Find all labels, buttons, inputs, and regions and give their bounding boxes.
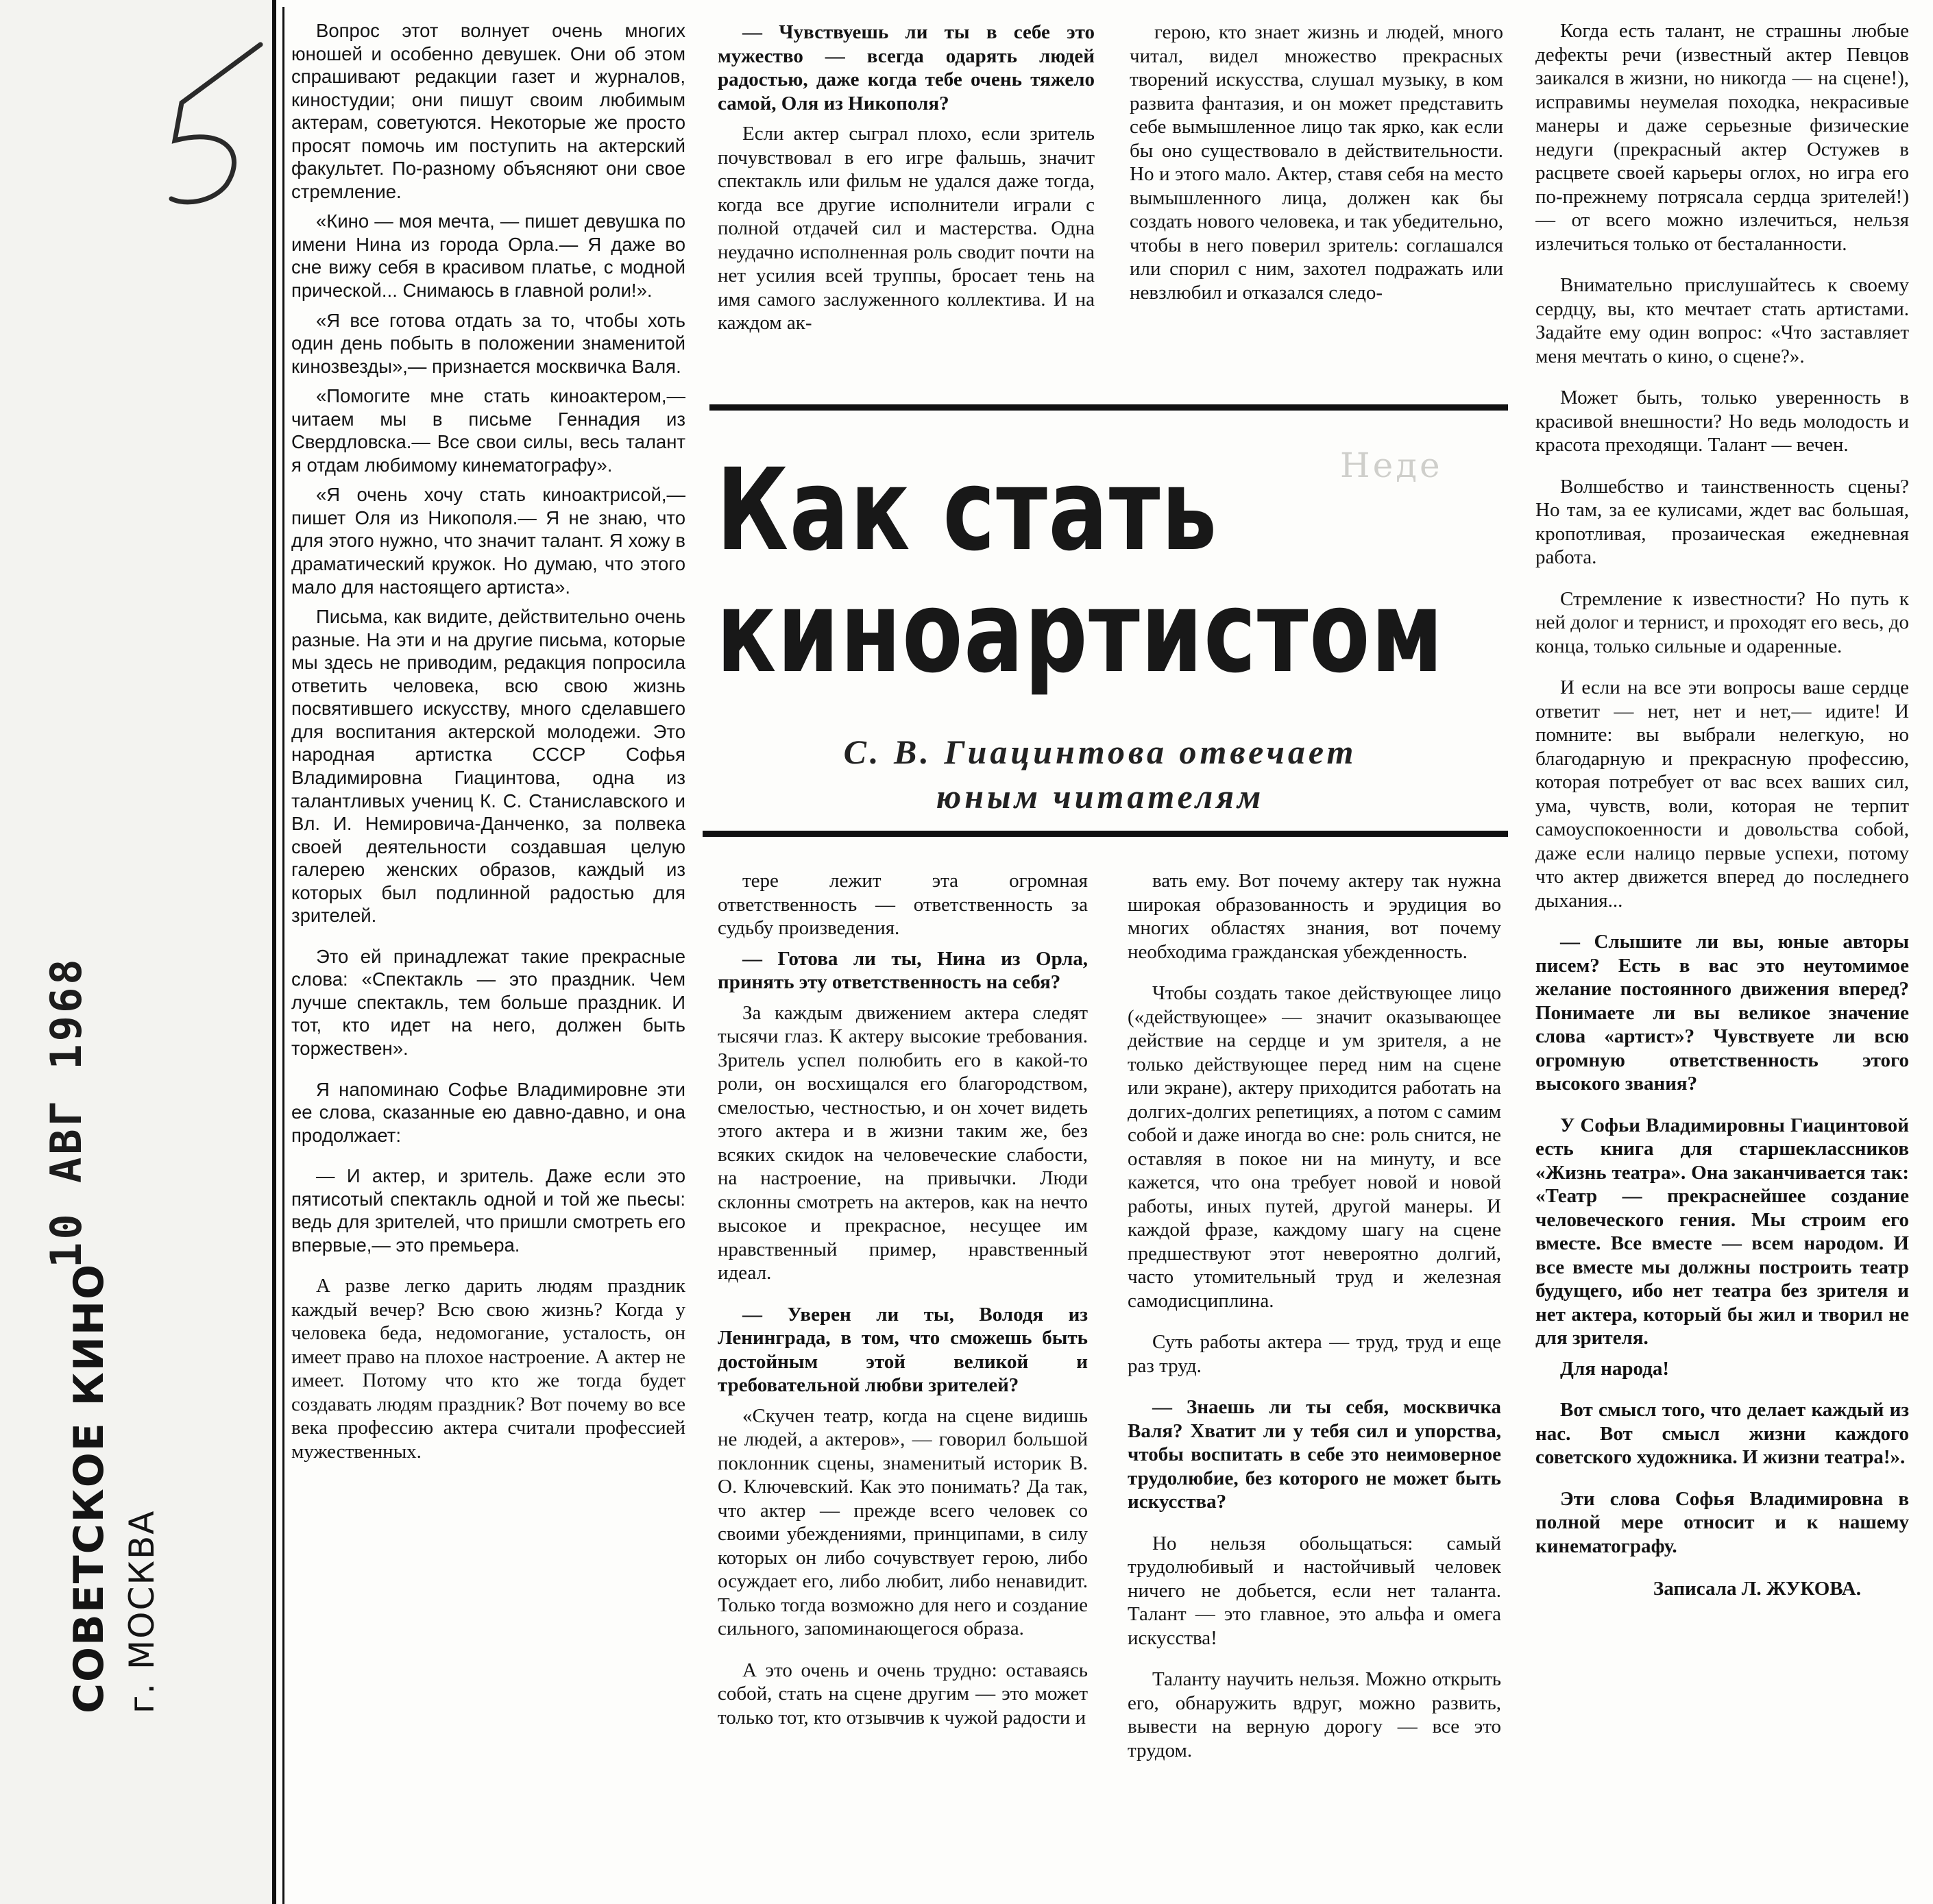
article-paragraph: «Скучен театр, когда на сцене видишь не людей, а актеров», — говорил большой поклонник сцены, знаменитый историк В. О. Ключевский. Как это понимать? Да так, что актер — прежде всего человек со своими убеждениями, принципами, в силу которых он либо сочувствует герою, либо осуждает его, либо любит, либо ненавидит. Только тогда возможно для него и создание сильного, запоминающегося образа. <box>718 1404 1088 1639</box>
article-column-3-top <box>1130 21 1503 394</box>
headline-line-2: киноартистом <box>716 566 1444 698</box>
article-paragraph: «Я очень хочу стать киноактрисой,— пишет Оля из Никополя.— Я не знаю, что для этого нужно, что значит талант. Я хожу в драматический кружок. Но думаю, что этого мало для настоящего артиста». <box>291 484 685 598</box>
article-paragraph: Письма, как видите, действительно очень разные. На эти и на другие письма, которые мы здесь не приводим, редакция попросила ответить человека, всю свою жизнь посвятившего искусству, много сделавшего для воспитания актерской молодежи. Это народная артистка СССР Софья Владимировна Гиацинтова, одна из талантливых учениц К. С. Станиславского и Вл. И. Немировича-Данченко, за полвека своей деятельности создавшая целую галерею женских образов, каждый из которых был подлинной радостью для зрителей. <box>291 606 685 927</box>
article-paragraph: Таланту научить нельзя. Можно открыть его, обнаружить вдруг, можно развить, вывести на верную дорогу — все это трудом. <box>1128 1668 1501 1761</box>
article-column-2-bottom <box>718 869 1088 1890</box>
subheadline-line-1: С. В. Гиацинтова отвечает <box>843 733 1357 771</box>
article-paragraph: Чтобы создать такое действующее лицо («действующее» — значит оказывающее действие на сердце и ум зрителя, а не только действующее перед ним на сцене или экране), актеру приходится работать на долгих-долгих репетициях, а потом с самим собой и даже иногда во сне: роль снится, не оставляя в покое ни на минуту, и все кажется, что она требует новой и новой работы, иных путей, другой манеры. И каждой фразе, каждому шагу на сцене предшествуют этот невероятно долгий, часто утомительный труд и железная самодисциплина. <box>1128 982 1501 1312</box>
article-subheadline <box>713 730 1487 819</box>
article-paragraph: Суть работы актера — труд, труд и еще раз труд. <box>1128 1331 1501 1377</box>
article-paragraph: Вот смысл того, что делает каждый из нас. Вот смысл жизни каждого советского художника. И жизни театра!». <box>1535 1399 1909 1468</box>
article-paragraph: герою, кто знает жизнь и людей, много читал, видел множество прекрасных творений искусства, слушал музыку, в ком развита фантазия, и он может представить себе вымышленное лицо так ярко, как если бы оно существовало в действительности. Но и этого мало. Актер, ставя себя на место вымышленного лица, должен как бы создать нового человека, и так убедительно, чтобы в него поверил зритель: соглашался или спорил с ним, захотел подражать или невзлюбил и отказался следо- <box>1130 21 1503 304</box>
article-paragraph: — Слышите ли вы, юные авторы писем? Есть в вас это неутомимое желание постоянного движения вперед? Понимаете ли вы великое значение слова «артист»? Чувствуете ли всю огромную ответственность этого высокого звания? <box>1535 931 1909 1095</box>
article-paragraph: вать ему. Вот почему актеру так нужна широкая образованность и эрудиция во многих областях знания, вот почему необходима гражданская убежденность. <box>1128 870 1501 963</box>
bleed-through-text: Неде <box>1340 446 1443 485</box>
article-signature: Записала Л. ЖУКОВА. <box>1653 1578 1861 1600</box>
subheadline-line-2: юным читателям <box>936 777 1265 816</box>
article-paragraph: И если на все эти вопросы ваше сердце ответит — нет, нет и нет,— идите! И помните: вы выбрали нелегкую, но благодарную и прекрасную профессию, которая потребует от вас всех ваших сил, ума, чувств, воли, которая не терпит самоуспокоенности и довольства собой, даже если налицо первые успехи, потому что актер движется вперед до последнего дыхания... <box>1535 676 1909 912</box>
headline-top-rule <box>709 404 1508 411</box>
newspaper-name: СОВЕТСКОЕ КИНО <box>65 1262 113 1713</box>
headline-line-1: Как стать <box>716 444 1218 576</box>
article-paragraph: «Кино — моя мечта, — пишет девушка по имени Нина из города Орла.— Я даже во сне вижу себя в красивом платье, с модной прической... Снимаюсь в главной роли!». <box>291 210 685 302</box>
article-paragraph: Если актер сыграл плохо, если зритель почувствовал в его игре фальшь, значит спектакль или фильм не удался даже тогда, когда все другие исполнители играли с полной отдачей сил и мастерства. Одна неудачно исполненная роль сводит почти на нет усилия всей труппы, бросает тень на имя самого заслуженного коллектива. И на каждом ак- <box>718 123 1095 334</box>
article-paragraph: — И актер, и зритель. Даже если это пятисотый спектакль одной и той же пьесы: ведь для зрителей, что пришли смотреть его впервые,— это премьера. <box>291 1165 685 1256</box>
article-paragraph: Может быть, только уверенность в красивой внешности? Но ведь молодость и красота преходящи. Талант — вечен. <box>1535 387 1909 456</box>
article-paragraph: — Готова ли ты, Нина из Орла, принять эту ответственность на себя? <box>718 947 1088 993</box>
article-paragraph: Стремление к известности? Но путь к ней долог и тернист, и проходят его весь, до конца, только сильные и одаренные. <box>1535 587 1909 657</box>
article-paragraph: За каждым движением актера следят тысячи глаз. К актеру высокие требования. Зритель успел полюбить его в какой-то роли, он восхищался его благородством, смелостью, честностью, и он хочет видеть этого актера и в жизни таким же, без всяких скидок на человеческие слабости, на настроение, на привычки. Люди склонны смотреть на актеров, как на нечто высокое и прекрасное, несущее им нравственный пример, нравственный идеал. <box>718 1001 1088 1284</box>
article-paragraph: тере лежит эта огромная ответственность — ответственность за судьбу произведения. <box>718 870 1088 939</box>
article-paragraph: Вопрос этот волнует очень многих юношей и особенно девушек. Они об этом спрашивают редакции газет и журналов, киностудии; они пишут своим любимым актерам, советуются. Некоторые же просто просят помочь им поступить на актерский факультет. По-разному объясняют они свое стремление. <box>291 20 685 202</box>
article-paragraph: Волшебство и таинственность сцены? Но там, за ее кулисами, ждет вас большая, кропотливая, прозаическая ежедневная работа. <box>1535 475 1909 568</box>
article-paragraph: А это очень и очень трудно: оставаясь собой, стать на сцене другим — это может только тот, кто отзывчив к чужой радости и <box>718 1659 1088 1729</box>
newspaper-city: г. МОСКВА <box>122 1509 162 1713</box>
newspaper-stamp <box>65 1262 162 1713</box>
article-paragraph: А разве легко дарить людям праздник каждый вечер? Всю свою жизнь? Когда у человека беда, недомогание, усталость, он имеет право на плохое настроение. А актер не имеет. Потому что кто же тогда будет создавать людям праздник? Вот почему во все века профессию актера считали профессией мужественных. <box>291 1275 685 1463</box>
article-paragraph: — Знаешь ли ты себя, москвичка Валя? Хватит ли у тебя сил и упорства, чтобы воспитать в себе это неимоверное трудолюбие, без которого не может быть искусства? <box>1128 1396 1501 1513</box>
article-column-3-bottom <box>1128 869 1501 1890</box>
left-border-inner <box>282 7 284 1904</box>
article-paragraph: Эти слова Софья Владимировна в полной мере относит и к нашему кинематографу. <box>1535 1487 1909 1557</box>
archive-margin <box>0 0 271 1904</box>
article-paragraph: — Чувствуешь ли ты в себе это мужество — всегда одарять людей радостью, даже когда тебе очень тяжело самой, Оля из Никополя? <box>718 21 1095 114</box>
headline-bottom-rule <box>703 831 1508 837</box>
article-column-4 <box>1535 19 1909 1890</box>
left-border <box>272 0 276 1904</box>
article-paragraph: Когда есть талант, не страшны любые дефекты речи (известный актер Певцов заикался в жизни, но никогда — на сцене!), исправимы неумелая походка, некрасивые манеры и даже серьезные физические недуги (прекрасный актер Остужев в расцвете своей карьеры оглох, но игра его по-прежнему потрясала сердца зрителей!) — от всего можно излечиться, нельзя излечиться только от бесталанности. <box>1535 20 1909 255</box>
article-paragraph: Я напоминаю Софье Владимировне эти ее слова, сказанные ею давно-давно, и она продолжает: <box>291 1078 685 1146</box>
article-paragraph: «Помогите мне стать киноактером,— читаем мы в письме Геннадия из Свердловска.— Все свои силы, весь талант я отдам любимому кинематографу». <box>291 385 685 476</box>
article-column-1 <box>291 19 685 1890</box>
date-stamp: 10 АВГ 1968 <box>41 956 91 1268</box>
article-paragraph: — Уверен ли ты, Володя из Ленинграда, в том, что сможешь быть достойным этой великой и требовательной любви зрителей? <box>718 1303 1088 1396</box>
article-paragraph: Внимательно прислушайтесь к своему сердцу, вы, кто мечтает стать артистами. Задайте ему один вопрос: «Что заставляет меня мечтать о кино, о сцене?». <box>1535 274 1909 367</box>
article-column-2-top <box>718 21 1095 394</box>
article-paragraph: Но нельзя обольщаться: самый трудолюбивый и настойчивый человек ничего не добьется, если нет таланта. Талант — это главное, это альфа и омега искусства! <box>1128 1532 1501 1649</box>
article-paragraph: У Софьи Владимировны Гиацинтовой есть книга для старшеклассников «Жизнь театра». Она заканчивается так: «Театр — прекраснейшее создание человеческого гения. Мы строим его вместе. Все вместе — всем народом. И все вместе мы должны построить театр будущего, ибо нет театра без зрителя и нет актера, который бы жил и творил не для зрителя. <box>1535 1114 1909 1349</box>
article-paragraph: Для народа! <box>1560 1357 1669 1380</box>
article-paragraph: «Я все готова отдать за то, чтобы хоть один день побыть в положении знаменитой кинозвезды»,— признается москвичка Валя. <box>291 309 685 377</box>
article-paragraph: Это ей принадлежат такие прекрасные слова: «Спектакль — это праздник. Чем лучше спектакль, тем больше праздник. И тот, кто идет на него, должен быть торжествен». <box>291 945 685 1059</box>
pencil-mark <box>144 38 288 216</box>
